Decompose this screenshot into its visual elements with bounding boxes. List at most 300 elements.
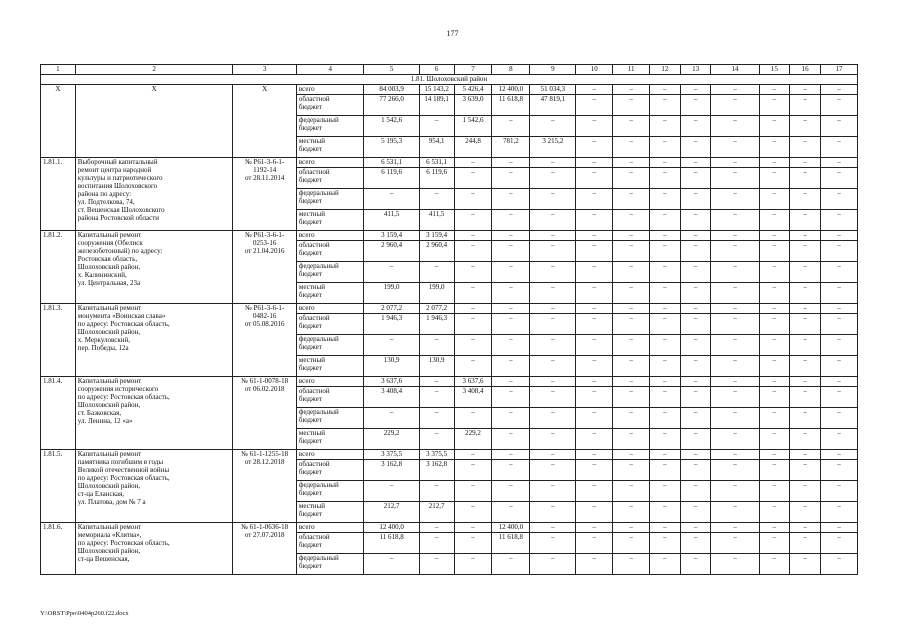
object-name: Капитальный ремонт памятника погибшим в годы Великой отечественной войны по адресу: Ростовская область, Шолоховский район, ст-ца Еланская, ул. Платова, дом № 7 а [75, 450, 233, 523]
amount-cell: – [364, 189, 419, 210]
document-number: № 61-1-1255-18 от 28.12.2018 [233, 450, 296, 523]
amount-cell: 14 189,1 [419, 95, 454, 116]
amount-cell: – [530, 533, 576, 554]
amount-cell: – [492, 502, 530, 523]
table-body [41, 65, 858, 575]
empty-cell: – [790, 85, 821, 95]
amount-cell: 3 637,6 [364, 377, 419, 387]
row-number: 1.81.3. [41, 304, 76, 377]
empty-cell: – [613, 304, 650, 314]
empty-cell: – [711, 210, 759, 231]
empty-cell: – [711, 283, 759, 304]
empty-cell: – [576, 356, 613, 377]
amount-cell: 411,5 [419, 210, 454, 231]
empty-cell: – [613, 533, 650, 554]
amount-cell: – [492, 241, 530, 262]
empty-cell: – [759, 481, 790, 502]
empty-cell: – [790, 377, 821, 387]
amount-cell: – [492, 335, 530, 356]
empty-cell: – [759, 314, 790, 335]
column-number: 7 [454, 65, 492, 75]
empty-cell: – [790, 554, 821, 575]
amount-cell: – [454, 168, 492, 189]
table-row [41, 85, 858, 95]
amount-cell: 3 375,5 [364, 450, 419, 460]
row-number: X [41, 85, 76, 158]
empty-cell: – [790, 210, 821, 231]
empty-cell: – [759, 408, 790, 429]
amount-cell: 212,7 [419, 502, 454, 523]
amount-cell: – [454, 210, 492, 231]
empty-cell: – [613, 95, 650, 116]
amount-cell: – [364, 554, 419, 575]
empty-cell: – [820, 450, 857, 460]
empty-cell: – [759, 377, 790, 387]
amount-cell: 5 426,4 [454, 85, 492, 95]
empty-cell: – [576, 158, 613, 168]
amount-cell: – [530, 283, 576, 304]
amount-cell: – [364, 335, 419, 356]
empty-cell: – [790, 387, 821, 408]
column-number: 2 [75, 65, 233, 75]
empty-cell: – [790, 460, 821, 481]
amount-cell: 11 618,8 [492, 533, 530, 554]
page-number: 177 [446, 29, 459, 38]
amount-cell: 130,9 [364, 356, 419, 377]
funding-source: федеральный бюджет [296, 262, 364, 283]
funding-source: областной бюджет [296, 533, 364, 554]
funding-source: областной бюджет [296, 387, 364, 408]
amount-cell: – [530, 523, 576, 533]
empty-cell: – [820, 137, 857, 158]
amount-cell: 212,7 [364, 502, 419, 523]
empty-cell: – [759, 168, 790, 189]
empty-cell: – [613, 137, 650, 158]
amount-cell: 51 034,3 [530, 85, 576, 95]
row-number: 1.81.4. [41, 377, 76, 450]
empty-cell: – [759, 116, 790, 137]
empty-cell: – [820, 189, 857, 210]
amount-cell: – [454, 356, 492, 377]
empty-cell: – [759, 137, 790, 158]
empty-cell: – [820, 304, 857, 314]
empty-cell: – [650, 231, 681, 241]
amount-cell: 3 159,4 [364, 231, 419, 241]
empty-cell: – [820, 554, 857, 575]
empty-cell: – [759, 241, 790, 262]
empty-cell: – [820, 231, 857, 241]
empty-cell: – [790, 502, 821, 523]
amount-cell: – [530, 231, 576, 241]
empty-cell: – [820, 533, 857, 554]
amount-cell: – [454, 408, 492, 429]
amount-cell: 3 637,6 [454, 377, 492, 387]
column-number: 11 [613, 65, 650, 75]
amount-cell: – [454, 533, 492, 554]
row-number: 1.81.5. [41, 450, 76, 523]
amount-cell: – [530, 356, 576, 377]
empty-cell: – [576, 450, 613, 460]
empty-cell: – [650, 335, 681, 356]
empty-cell: – [680, 168, 711, 189]
amount-cell: – [492, 283, 530, 304]
empty-cell: – [711, 554, 759, 575]
empty-cell: – [759, 304, 790, 314]
funding-source: всего [296, 85, 364, 95]
empty-cell: – [820, 168, 857, 189]
empty-cell: – [613, 335, 650, 356]
empty-cell: – [680, 314, 711, 335]
empty-cell: – [680, 283, 711, 304]
empty-cell: – [576, 283, 613, 304]
empty-cell: – [650, 168, 681, 189]
empty-cell: – [650, 304, 681, 314]
amount-cell: – [419, 262, 454, 283]
amount-cell: – [492, 460, 530, 481]
empty-cell: – [759, 533, 790, 554]
empty-cell: – [711, 158, 759, 168]
empty-cell: – [650, 502, 681, 523]
empty-cell: – [790, 335, 821, 356]
funding-source: местный бюджет [296, 210, 364, 231]
empty-cell: – [711, 137, 759, 158]
empty-cell: – [650, 262, 681, 283]
amount-cell: – [530, 460, 576, 481]
amount-cell: – [454, 283, 492, 304]
empty-cell: – [613, 408, 650, 429]
amount-cell: – [419, 116, 454, 137]
empty-cell: – [576, 460, 613, 481]
empty-cell: – [759, 283, 790, 304]
empty-cell: – [759, 189, 790, 210]
empty-cell: – [576, 335, 613, 356]
empty-cell: – [820, 314, 857, 335]
empty-cell: – [576, 314, 613, 335]
budget-table [40, 64, 858, 575]
document-number: № 61-1-0078-18 от 06.02.2018 [233, 377, 296, 450]
empty-cell: – [711, 523, 759, 533]
column-number: 15 [759, 65, 790, 75]
table-row [41, 377, 858, 387]
empty-cell: – [711, 408, 759, 429]
empty-cell: – [650, 481, 681, 502]
empty-cell: – [680, 189, 711, 210]
amount-cell: – [530, 450, 576, 460]
amount-cell: – [530, 241, 576, 262]
column-number: 4 [296, 65, 364, 75]
empty-cell: – [680, 460, 711, 481]
amount-cell: 2 960,4 [364, 241, 419, 262]
empty-cell: – [613, 210, 650, 231]
amount-cell: 1 542,6 [454, 116, 492, 137]
empty-cell: – [790, 304, 821, 314]
empty-cell: – [576, 304, 613, 314]
empty-cell: – [820, 523, 857, 533]
empty-cell: – [613, 85, 650, 95]
column-number-row [41, 65, 858, 75]
amount-cell: 77 266,0 [364, 95, 419, 116]
empty-cell: – [576, 481, 613, 502]
table-row [41, 523, 858, 533]
amount-cell: – [492, 377, 530, 387]
amount-cell: – [530, 554, 576, 575]
empty-cell: – [711, 387, 759, 408]
empty-cell: – [759, 85, 790, 95]
column-number: 17 [820, 65, 857, 75]
empty-cell: – [790, 189, 821, 210]
empty-cell: – [613, 502, 650, 523]
object-name: Капитальный ремонт монумента «Воинская слава» по адресу: Ростовская область, Шолоховский район, х. Меркуловский, пер. Победы, 12а [75, 304, 233, 377]
amount-cell: – [454, 481, 492, 502]
funding-source: всего [296, 304, 364, 314]
empty-cell: – [790, 137, 821, 158]
empty-cell: – [711, 460, 759, 481]
amount-cell: 1 542,6 [364, 116, 419, 137]
amount-cell: – [454, 304, 492, 314]
empty-cell: – [680, 116, 711, 137]
empty-cell: – [650, 429, 681, 450]
amount-cell: 3 408,4 [364, 387, 419, 408]
empty-cell: – [790, 523, 821, 533]
empty-cell: – [820, 335, 857, 356]
amount-cell: – [530, 116, 576, 137]
amount-cell: – [454, 460, 492, 481]
empty-cell: – [680, 304, 711, 314]
amount-cell: 199,0 [419, 283, 454, 304]
empty-cell: – [650, 387, 681, 408]
empty-cell: – [650, 95, 681, 116]
empty-cell: – [576, 241, 613, 262]
funding-source: всего [296, 231, 364, 241]
empty-cell: – [820, 283, 857, 304]
empty-cell: – [711, 304, 759, 314]
amount-cell: 411,5 [364, 210, 419, 231]
column-number: 5 [364, 65, 419, 75]
empty-cell: – [576, 262, 613, 283]
empty-cell: – [759, 460, 790, 481]
amount-cell: – [492, 262, 530, 283]
amount-cell: – [530, 314, 576, 335]
amount-cell: – [530, 168, 576, 189]
amount-cell: – [530, 335, 576, 356]
amount-cell: – [530, 189, 576, 210]
empty-cell: – [680, 356, 711, 377]
funding-source: всего [296, 377, 364, 387]
empty-cell: – [820, 85, 857, 95]
empty-cell: – [613, 262, 650, 283]
empty-cell: – [680, 387, 711, 408]
amount-cell: – [492, 116, 530, 137]
empty-cell: – [711, 533, 759, 554]
empty-cell: – [820, 116, 857, 137]
amount-cell: 6 531,1 [419, 158, 454, 168]
funding-source: всего [296, 158, 364, 168]
object-name: Капитальный ремонт сооружения (Обелиск железобетонный) по адресу: Ростовская область, Шолоховский район, х. Калининский, ул. Центральная, 23а [75, 231, 233, 304]
empty-cell: – [680, 523, 711, 533]
empty-cell: – [613, 241, 650, 262]
empty-cell: – [576, 168, 613, 189]
column-number: 16 [790, 65, 821, 75]
funding-source: местный бюджет [296, 356, 364, 377]
empty-cell: – [650, 137, 681, 158]
empty-cell: – [759, 450, 790, 460]
row-number: 1.81.1. [41, 158, 76, 231]
empty-cell: – [650, 554, 681, 575]
empty-cell: – [576, 137, 613, 158]
amount-cell: – [492, 554, 530, 575]
amount-cell: 1 946,3 [364, 314, 419, 335]
amount-cell: 6 531,1 [364, 158, 419, 168]
row-number: 1.81.2. [41, 231, 76, 304]
empty-cell: – [576, 429, 613, 450]
table-row [41, 304, 858, 314]
amount-cell: – [419, 408, 454, 429]
footer-file-path: Y:\ORST\Ppo\0404p260.f22.docx [40, 610, 129, 617]
amount-cell: – [530, 408, 576, 429]
empty-cell: – [790, 158, 821, 168]
empty-cell: – [790, 481, 821, 502]
amount-cell: 3 375,5 [419, 450, 454, 460]
funding-source: федеральный бюджет [296, 189, 364, 210]
amount-cell: 12 400,0 [492, 85, 530, 95]
empty-cell: – [650, 377, 681, 387]
empty-cell: – [790, 231, 821, 241]
empty-cell: – [680, 481, 711, 502]
amount-cell: – [419, 429, 454, 450]
empty-cell: – [680, 377, 711, 387]
amount-cell: – [492, 429, 530, 450]
row-number: 1.81.6. [41, 523, 76, 575]
empty-cell: – [650, 189, 681, 210]
empty-cell: – [576, 502, 613, 523]
empty-cell: – [650, 210, 681, 231]
empty-cell: – [820, 429, 857, 450]
amount-cell: 84 003,9 [364, 85, 419, 95]
funding-source: федеральный бюджет [296, 116, 364, 137]
funding-source: областной бюджет [296, 314, 364, 335]
empty-cell: – [650, 85, 681, 95]
empty-cell: – [576, 189, 613, 210]
column-number: 10 [576, 65, 613, 75]
document-number: № 61-1-0636-18 от 27.07.2018 [233, 523, 296, 575]
amount-cell: – [530, 377, 576, 387]
amount-cell: 15 143,2 [419, 85, 454, 95]
section-row [41, 75, 858, 85]
empty-cell: – [576, 554, 613, 575]
amount-cell: – [492, 231, 530, 241]
amount-cell: 5 195,3 [364, 137, 419, 158]
amount-cell: – [492, 314, 530, 335]
object-name: X [75, 85, 233, 158]
amount-cell: 3 162,8 [364, 460, 419, 481]
column-number: 14 [711, 65, 759, 75]
empty-cell: – [680, 502, 711, 523]
empty-cell: – [613, 387, 650, 408]
amount-cell: – [530, 502, 576, 523]
amount-cell: – [364, 481, 419, 502]
empty-cell: – [680, 554, 711, 575]
amount-cell: – [419, 481, 454, 502]
empty-cell: – [759, 231, 790, 241]
empty-cell: – [759, 502, 790, 523]
funding-source: всего [296, 450, 364, 460]
empty-cell: – [711, 481, 759, 502]
empty-cell: – [711, 377, 759, 387]
empty-cell: – [820, 356, 857, 377]
empty-cell: – [613, 377, 650, 387]
empty-cell: – [790, 168, 821, 189]
empty-cell: – [759, 335, 790, 356]
amount-cell: – [454, 502, 492, 523]
amount-cell: – [454, 189, 492, 210]
empty-cell: – [650, 116, 681, 137]
empty-cell: – [576, 387, 613, 408]
table-row [41, 450, 858, 460]
empty-cell: – [650, 523, 681, 533]
empty-cell: – [576, 408, 613, 429]
amount-cell: – [530, 429, 576, 450]
amount-cell: 6 119,6 [419, 168, 454, 189]
empty-cell: – [711, 241, 759, 262]
amount-cell: – [530, 387, 576, 408]
empty-cell: – [711, 116, 759, 137]
empty-cell: – [711, 502, 759, 523]
amount-cell: – [530, 262, 576, 283]
empty-cell: – [790, 314, 821, 335]
empty-cell: – [820, 387, 857, 408]
amount-cell: – [364, 408, 419, 429]
empty-cell: – [576, 231, 613, 241]
empty-cell: – [711, 450, 759, 460]
amount-cell: – [454, 314, 492, 335]
amount-cell: – [530, 481, 576, 502]
amount-cell: – [419, 387, 454, 408]
empty-cell: – [820, 377, 857, 387]
amount-cell: – [454, 450, 492, 460]
empty-cell: – [820, 241, 857, 262]
amount-cell: – [492, 168, 530, 189]
document-number: № Р61-3-6-1- 0482-16 от 05.08.2016 [233, 304, 296, 377]
amount-cell: 781,2 [492, 137, 530, 158]
amount-cell: – [454, 158, 492, 168]
amount-cell: 199,0 [364, 283, 419, 304]
empty-cell: – [576, 377, 613, 387]
funding-source: областной бюджет [296, 95, 364, 116]
empty-cell: – [650, 533, 681, 554]
empty-cell: – [790, 283, 821, 304]
column-number: 3 [233, 65, 296, 75]
amount-cell: – [419, 523, 454, 533]
amount-cell: – [454, 231, 492, 241]
empty-cell: – [711, 189, 759, 210]
empty-cell: – [759, 210, 790, 231]
empty-cell: – [790, 429, 821, 450]
amount-cell: – [454, 335, 492, 356]
amount-cell: 12 400,0 [492, 523, 530, 533]
amount-cell: – [419, 533, 454, 554]
amount-cell: – [492, 387, 530, 408]
column-number: 9 [530, 65, 576, 75]
empty-cell: – [613, 523, 650, 533]
empty-cell: – [759, 356, 790, 377]
document-number: № Р61-3-6-1- 1192-14 от 28.11.2014 [233, 158, 296, 231]
funding-source: федеральный бюджет [296, 554, 364, 575]
empty-cell: – [680, 429, 711, 450]
amount-cell: 6 119,6 [364, 168, 419, 189]
empty-cell: – [680, 408, 711, 429]
amount-cell: 11 618,8 [492, 95, 530, 116]
empty-cell: – [711, 168, 759, 189]
